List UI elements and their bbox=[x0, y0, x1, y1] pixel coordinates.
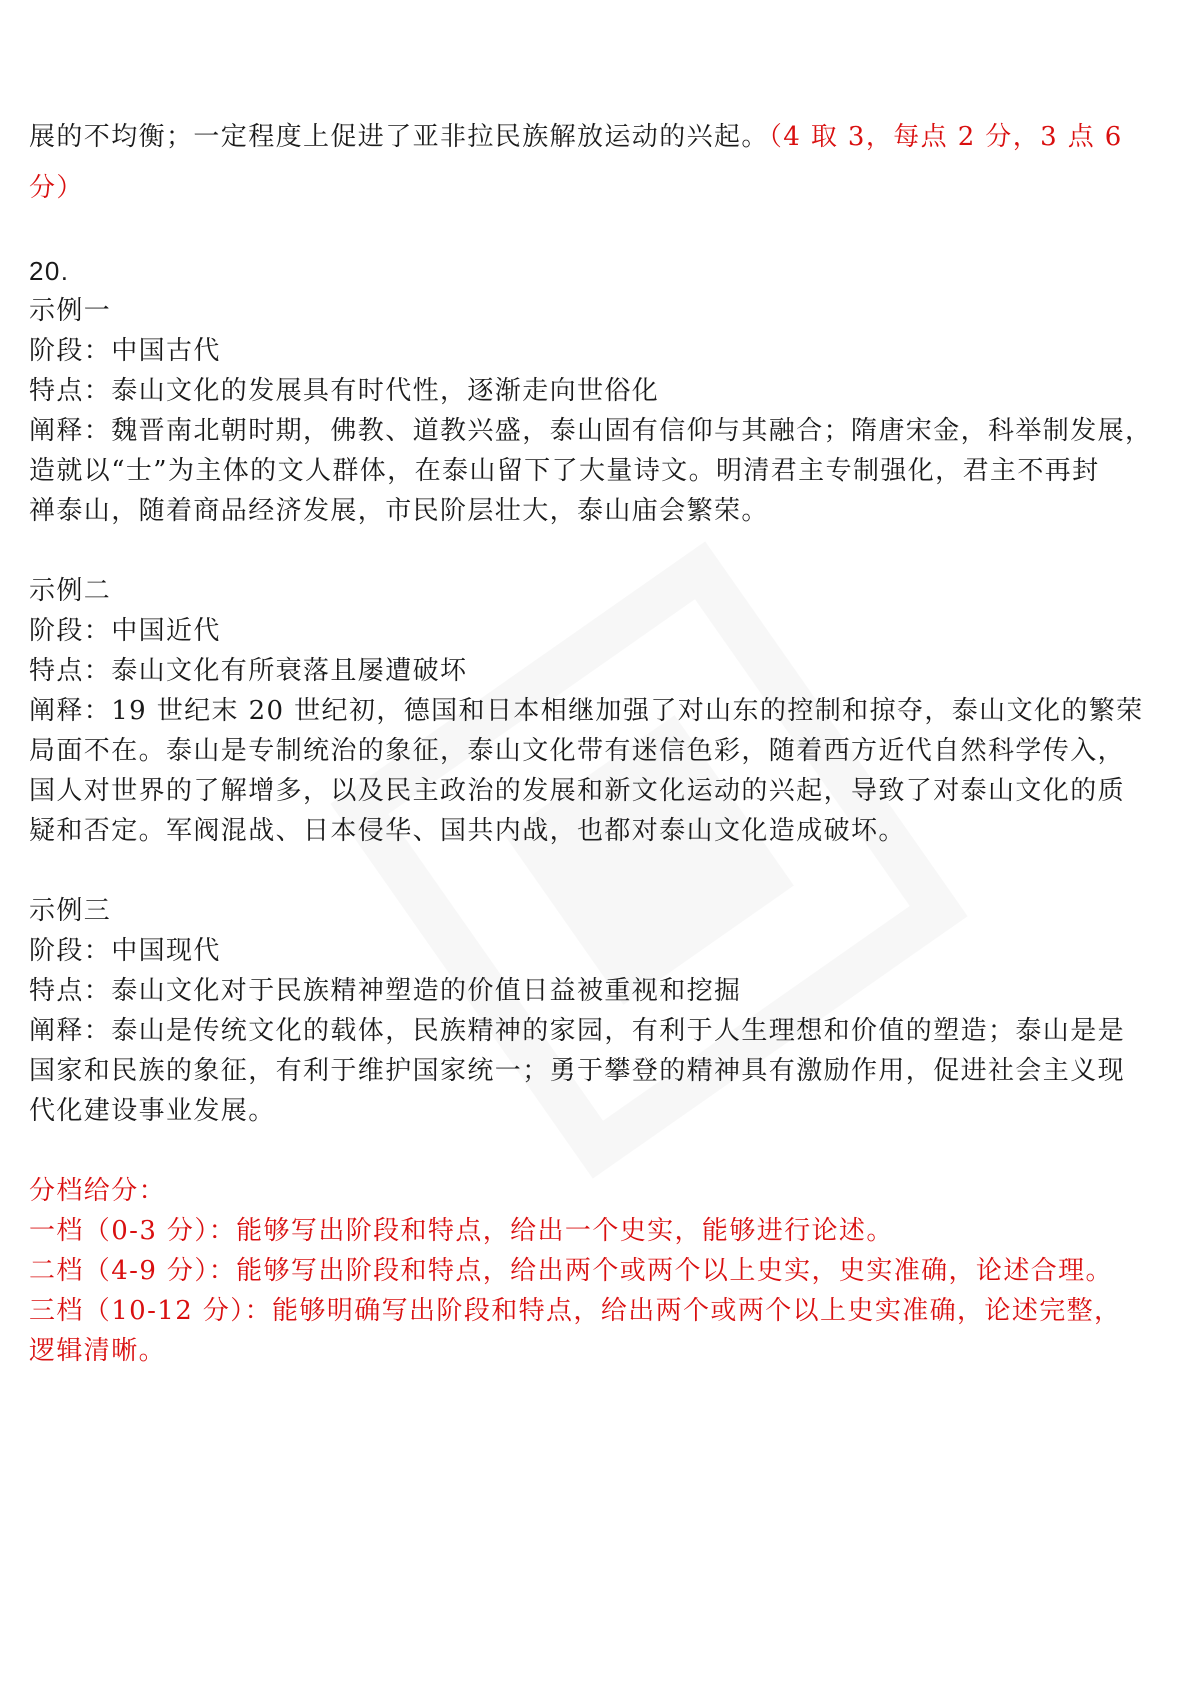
scoring-level-3-cont: 逻辑清晰。 bbox=[29, 1336, 167, 1366]
intro-text: 展的不均衡；一定程度上促进了亚非拉民族解放运动的兴起。 bbox=[29, 122, 769, 152]
example-3-stage: 阶段：中国现代 bbox=[29, 936, 221, 966]
example-3-feature: 特点：泰山文化对于民族精神塑造的价值日益被重视和挖掘 bbox=[29, 976, 742, 1006]
example-2-title: 示例二 bbox=[29, 576, 112, 606]
scoring-level-3: 三档（10-12 分）：能够明确写出阶段和特点，给出两个或两个以上史实准确，论述完整， bbox=[29, 1296, 1122, 1326]
example-1-feature: 特点：泰山文化的发展具有时代性，逐渐走向世俗化 bbox=[29, 376, 660, 406]
example-3-explain-line: 国家和民族的象征，有利于维护国家统一；勇于攀登的精神具有激励作用，促进社会主义现 bbox=[29, 1056, 1126, 1086]
example-2-explain-line: 疑和否定。军阀混战、日本侵华、国共内战，也都对泰山文化造成破坏。 bbox=[29, 816, 906, 846]
example-1-explain-line: 阐释：魏晋南北朝时期，佛教、道教兴盛，泰山固有信仰与其融合；隋唐宋金，科举制发展， bbox=[29, 416, 1153, 446]
scoring-title: 分档给分： bbox=[29, 1176, 167, 1206]
example-2-explain-line: 国人对世界的了解增多，以及民主政治的发展和新文化运动的兴起，导致了对泰山文化的质 bbox=[29, 776, 1126, 806]
example-2-explain-line: 局面不在。泰山是专制统治的象征，泰山文化带有迷信色彩，随着西方近代自然科学传入， bbox=[29, 736, 1126, 766]
intro-score-note: （4 取 3，每点 2 分，3 点 6 bbox=[768, 122, 1123, 152]
answer-page bbox=[29, 0, 1179, 1697]
scoring-level-1: 一档（0-3 分）：能够写出阶段和特点，给出一个史实，能够进行论述。 bbox=[29, 1216, 894, 1246]
watermark-logo bbox=[287, 498, 1011, 1222]
example-3-title: 示例三 bbox=[29, 896, 112, 926]
example-1-title: 示例一 bbox=[29, 296, 112, 326]
scoring-level-2: 二档（4-9 分）：能够写出阶段和特点，给出两个或两个以上史实，史实准确，论述合理。 bbox=[29, 1256, 1113, 1286]
intro-line-1 bbox=[29, 120, 1123, 154]
example-3-explain-line: 代化建设事业发展。 bbox=[29, 1096, 276, 1126]
example-1-explain-line: 禅泰山，随着商品经济发展，市民阶层壮大，泰山庙会繁荣。 bbox=[29, 496, 769, 526]
example-3-explain-line: 阐释：泰山是传统文化的载体，民族精神的家园，有利于人生理想和价值的塑造；泰山是是 bbox=[29, 1016, 1126, 1046]
example-1-explain-line: 造就以“士”为主体的文人群体，在泰山留下了大量诗文。明清君主专制强化，君主不再封 bbox=[29, 456, 1100, 486]
example-2-explain-line: 阐释：19 世纪末 20 世纪初，德国和日本相继加强了对山东的控制和掠夺，泰山文化的繁荣 bbox=[29, 696, 1144, 726]
question-number: 20. bbox=[29, 256, 70, 286]
intro-score-note-cont: 分） bbox=[29, 173, 84, 203]
example-2-stage: 阶段：中国近代 bbox=[29, 616, 221, 646]
example-2-feature: 特点：泰山文化有所衰落且屡遭破坏 bbox=[29, 656, 468, 686]
example-1-stage: 阶段：中国古代 bbox=[29, 336, 221, 366]
